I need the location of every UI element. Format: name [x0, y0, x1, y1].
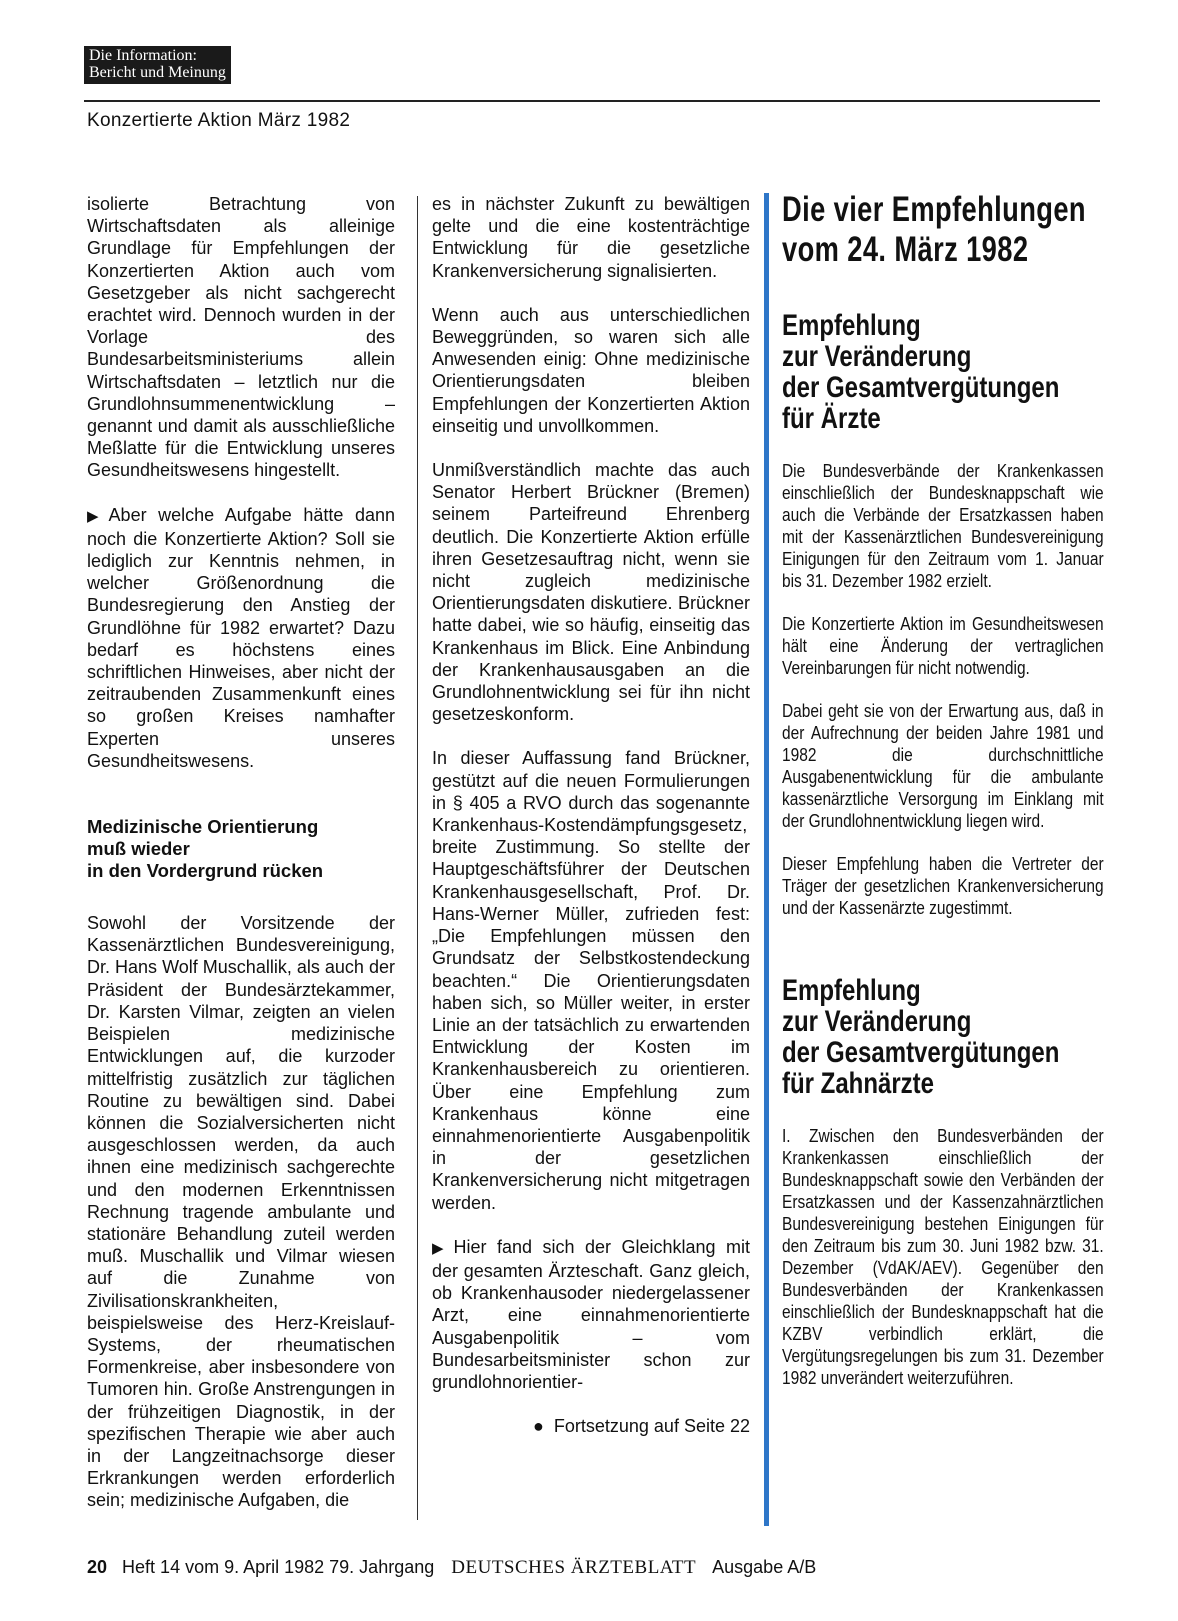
continuation-note [432, 1415, 750, 1437]
issue-info: Heft 14 vom 9. April 1982 79. Jahrgang [122, 1557, 435, 1577]
page-footer [87, 1557, 816, 1579]
paragraph [87, 504, 395, 772]
subheading-line: in den Vordergrund rücken [87, 860, 324, 882]
publication-name: DEUTSCHES ÄRZTEBLATT [451, 1557, 697, 1578]
paragraph: Wenn auch aus unterschiedlichen Beweggründen, so waren sich alle Anwesenden einig: Ohne medizinische Orientierungsdaten bleiben Empfehlungen der Konzertierten Aktion einseitig und unvollkommen. [432, 304, 750, 436]
recommendations-box [782, 190, 1104, 1410]
column-divider [417, 196, 418, 1520]
subheading [87, 816, 395, 882]
column-2 [432, 193, 750, 1459]
box-title [782, 190, 1110, 270]
box-title-line: Die vier Empfehlungen [782, 190, 1087, 229]
box-text [782, 1125, 1104, 1389]
heading-line: Empfehlung [782, 309, 921, 342]
paragraph: Dieser Empfehlung haben die Vertreter der Träger der gesetzlichen Krankenversicherung und der Kassenärzte zugestimmt. [782, 854, 1104, 918]
paragraph: Unmißverständlich machte das auch Senator Herbert Brückner (Bremen) seinem Parteifreund Ehrenberg deutlich. Die Konzertierte Aktion erfülle ihren Gesetzesauftrag nicht, wenn sie nicht zugleich medizinische Orientierungsdaten diskutiere. Brückner hatte dabei, wie so häufig, einseitig das Krankenhaus im Blick. Eine Anbindung der Krankenhausausgaben an die Grundlohnentwicklung sei für ihn nicht gesetzeskonform. [432, 460, 750, 725]
continuation-text: Fortsetzung auf Seite 22 [553, 1416, 750, 1437]
paragraph: isolierte Betrachtung von Wirtschaftsdaten als alleinige Grundlage für Empfehlungen der Konzertierten Aktion auch vom Gesetzgeber als nicht sachgerecht erachtet wird. Dennoch wurden in der Vorlage des Bundesarbeitsministeriums allein Wirtschaftsdaten – letztlich nur die Grundlohnsummenentwicklung – genannt und damit als ausschließliche Meßlatte für die Entwicklung unseres Gesundheitswesens hingestellt. [87, 194, 395, 481]
subheading-line: Medizinische Orientierung [87, 816, 319, 838]
paragraph-text: Aber welche Aufgabe hätte dann noch die Konzertierte Aktion? Soll sie lediglich zur Kenntnis nehmen, in welcher Größenordnung die Bundesregierung den Anstieg der Grundlöhne für 1982 erwartet? Dazu bedarf es höchstens eines schriftlichen Hinweises, aber nicht der zeitraubenden Zusammenkunft eines so großen Kreises namhafter Experten unseres Gesundheitswesens. [87, 504, 395, 771]
section-title: Konzertierte Aktion März 1982 [87, 110, 351, 131]
masthead-line-2: Bericht und Meinung [89, 64, 226, 81]
heading-line: der Gesamtvergütungen [782, 1036, 1060, 1069]
heading-line: für Ärzte [782, 402, 881, 435]
heading-line: für Zahnärzte [782, 1067, 935, 1100]
paragraph: Dabei geht sie von der Erwartung aus, daß in der Aufrechnung der beiden Jahre 1981 und 1982 die durchschnittliche Ausgabenentwicklung für die ambulante kassenärztliche Versorgung im Einklang mit der Grundlohnentwicklung liegen wird. [782, 701, 1104, 831]
header-rule [84, 100, 1100, 102]
paragraph: Sowohl der Vorsitzende der Kassenärztlichen Bundesvereinigung, Dr. Hans Wolf Muschallik, als auch der Präsident der Bundesärztekammer, Dr. Karsten Vilmar, zeigten an vielen Beispielen medizinische Entwicklungen auf, die kurzoder mittelfristig zusätzlich zur täglichen Routine zu bewältigen sind. Dabei können die Sozialversicherten nicht ausgeschlossen werden, da auch ihnen eine medizinisch sachgerechte und den modernen Erkenntnissen Rechnung tragende ambulante und stationäre Behandlung zuteil werden muß. Muschallik und Vilmar wiesen auf die Zunahme von Zivilisationskrankheiten, beispielsweise des Herz-Kreislauf-Systems, der rheumatischen Formenkreise, aber insbesondere von Tumoren hin. Große Anstrengungen in der frühzeitigen Diagnostik, in der spezifischen Therapie wie aber auch in der Langzeitnachsorge dieser Erkrankungen werden erforderlich sein; medizinische Aufgaben, die [87, 913, 395, 1511]
masthead-line-1: Die Information: [89, 47, 197, 64]
heading-line: Empfehlung [782, 974, 921, 1007]
box-title-line: vom 24. März 1982 [782, 230, 1029, 269]
triangle-bullet-icon: ▶ [87, 507, 99, 525]
accent-bar [764, 193, 769, 1526]
recommendation-heading-aerzte [782, 310, 1102, 434]
paragraph: Die Konzertierte Aktion im Gesundheitswesen hält eine Änderung der vertraglichen Vereinbarungen für nicht notwendig. [782, 614, 1104, 678]
triangle-bullet-icon: ▶ [432, 1239, 444, 1257]
page-number: 20 [87, 1557, 108, 1577]
recommendation-heading-zahnaerzte [782, 975, 1102, 1099]
heading-line: zur Veränderung [782, 1005, 972, 1038]
paragraph: Die Bundesverbände der Krankenkassen einschließlich der Bundesknappschaft wie auch die Verbände der Ersatzkassen haben mit der Kassenärztlichen Bundesvereinigung Einigungen für den Zeitraum vom 1. Januar bis 31. Dezember 1982 erzielt. [782, 461, 1104, 591]
paragraph: In dieser Auffassung fand Brückner, gestützt auf die neuen Formulierungen in § 405 a RVO durch das sogenannte Krankenhaus-Kostendämpfungsgesetz, breite Zustimmung. So stellte der Hauptgeschäftsführer der Deutschen Krankenhausgesellschaft, Prof. Dr. Hans-Werner Müller, zufrieden fest: „Die Empfehlungen müssen den Grundsatz der Selbstkostendeckung beachten.“ Die Orientierungsdaten haben sich, so Müller weiter, in erster Linie an der tatsächlich zu erwartenden Entwicklung der Kosten im Krankenhausbereich zu orientieren. Über eine Empfehlung zum Krankenhaus könne eine einnahmenorientierte Ausgabenpolitik in der gesetzlichen Krankenversicherung nicht mitgetragen werden. [432, 748, 750, 1213]
paragraph [432, 1236, 750, 1393]
column-1 [87, 193, 395, 1534]
bullet-dot-icon: ● [533, 1416, 544, 1437]
subheading-line: muß wieder [87, 838, 190, 860]
paragraph: es in nächster Zukunft zu bewältigen gelte und die eine kostenträchtige Entwicklung für die gesetzliche Krankenversicherung signalisierten. [432, 194, 750, 281]
box-text [782, 460, 1104, 919]
edition: Ausgabe A/B [712, 1557, 817, 1577]
masthead [84, 46, 231, 84]
heading-line: der Gesamtvergütungen [782, 371, 1060, 404]
paragraph: I. Zwischen den Bundesverbänden der Krankenkassen einschließlich der Bundesknappschaft sowie den Verbänden der Ersatzkassen und der Kassenzahnärztlichen Bundesvereinigung bestehen Einigungen für den Zeitraum bis zum 30. Juni 1982 bzw. 31. Dezember (VdAK/AEV). Gegenüber den Bundesverbänden der Krankenkassen einschließlich der Bundesknappschaft hat die KZBV verbindlich erklärt, die Vergütungsregelungen bis zum 31. Dezember 1982 unverändert weiterzuführen. [782, 1126, 1104, 1388]
heading-line: zur Veränderung [782, 340, 972, 373]
paragraph-text: Hier fand sich der Gleichklang mit der gesamten Ärzteschaft. Ganz gleich, ob Krankenhausoder niedergelassener Arzt, eine einnahmenorientierte Ausgabenpolitik – vom Bundesarbeitsminister schon zur grundlohnorientier- [432, 1236, 750, 1392]
